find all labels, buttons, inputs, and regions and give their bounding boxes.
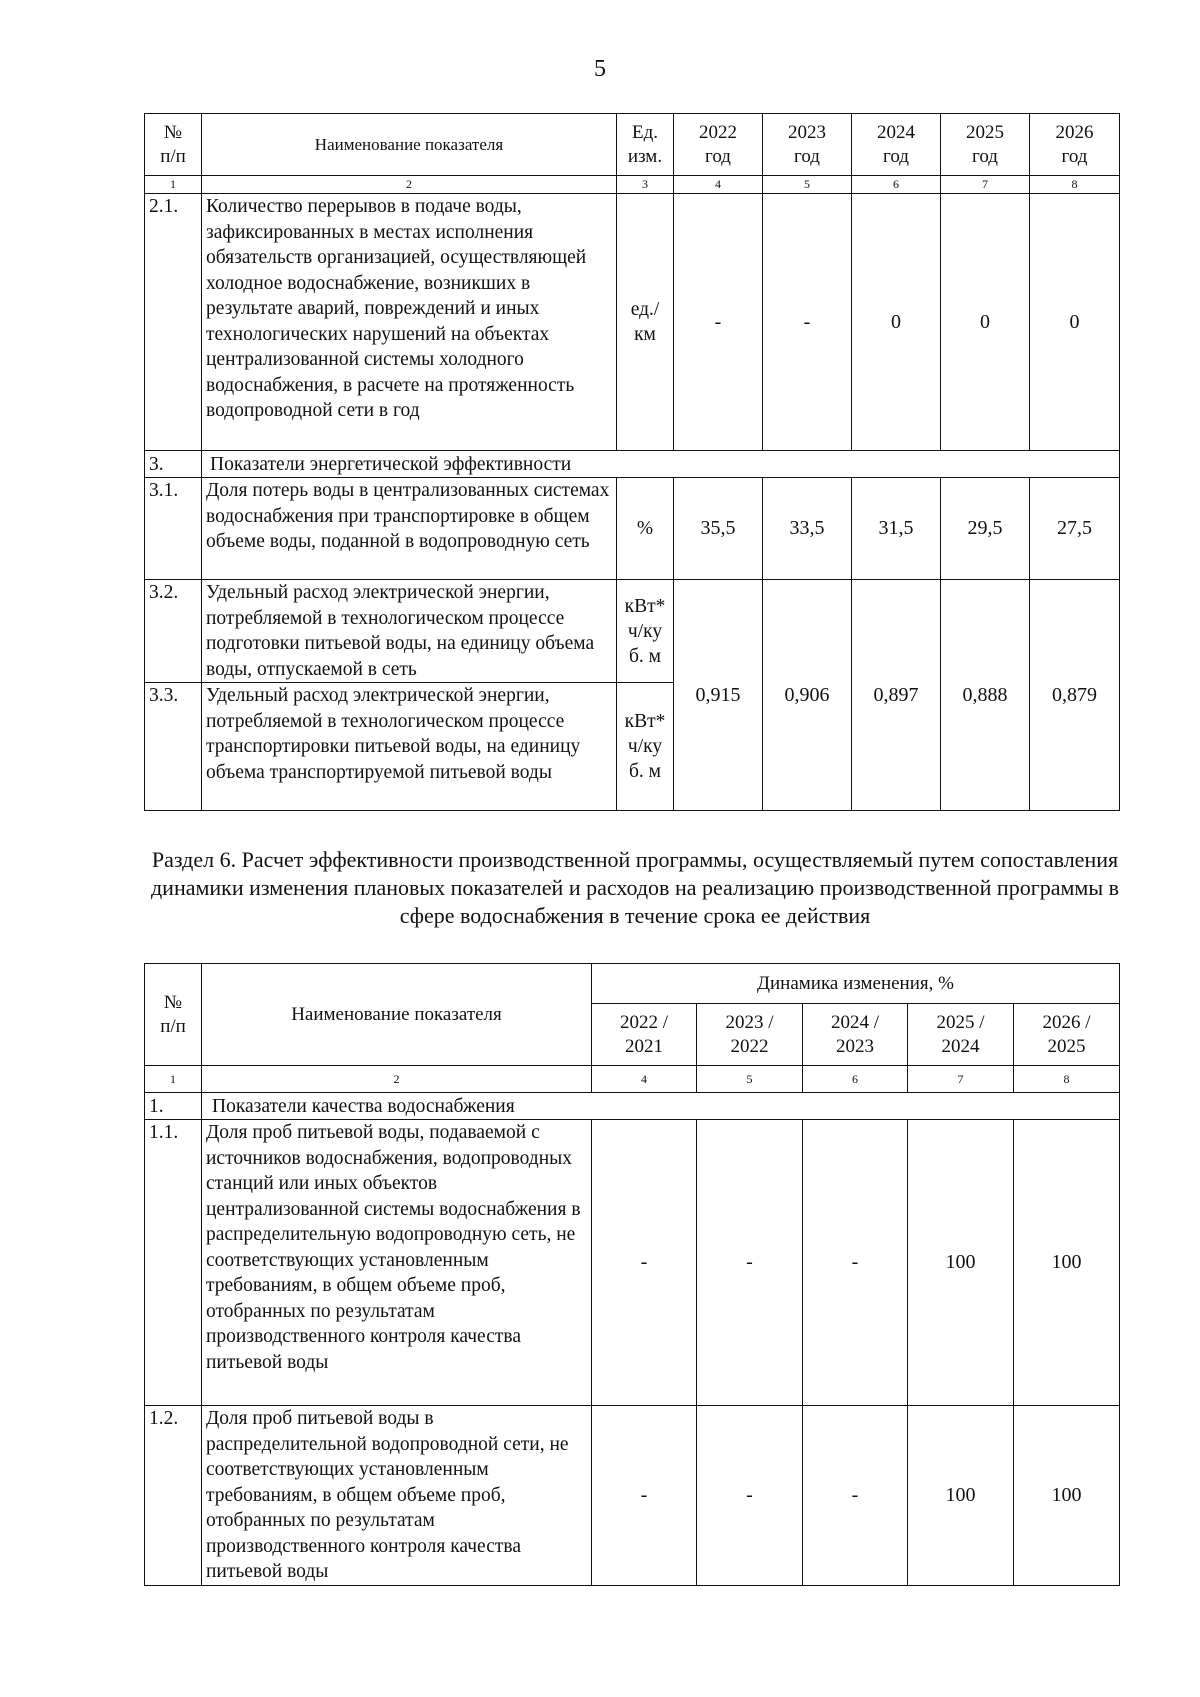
row-number: 1.1. xyxy=(145,1120,202,1406)
merged-value: 0,906 xyxy=(763,580,852,811)
header-period: 2022 / 2021 xyxy=(592,1004,697,1066)
row-value: - xyxy=(592,1406,697,1586)
row-value: 100 xyxy=(1014,1406,1120,1586)
row-number: 3.3. xyxy=(145,683,202,811)
row-value: - xyxy=(592,1120,697,1406)
header-period: 2026 / 2025 xyxy=(1014,1004,1120,1066)
row-value: 0 xyxy=(852,194,941,451)
section-title: Показатели качества водоснабжения xyxy=(202,1093,1120,1120)
header-num: № п/п xyxy=(145,964,202,1066)
index-cell: 4 xyxy=(674,176,763,194)
section-number: 3. xyxy=(145,451,202,478)
header-period: 2023 / 2022 xyxy=(697,1004,803,1066)
row-value: 0 xyxy=(1030,194,1120,451)
merged-value: 0,879 xyxy=(1030,580,1120,811)
header-year-2024: 2024 год xyxy=(852,114,941,176)
header-year-2025: 2025 год xyxy=(941,114,1030,176)
header-name: Наименование показателя xyxy=(202,964,592,1066)
table-header-row xyxy=(145,964,1120,1004)
row-value: 100 xyxy=(1014,1120,1120,1406)
header-dynamics: Динамика изменения, % xyxy=(592,964,1120,1004)
row-number: 1.2. xyxy=(145,1406,202,1586)
header-year-2022: 2022 год xyxy=(674,114,763,176)
index-cell: 8 xyxy=(1030,176,1120,194)
row-value: 100 xyxy=(908,1120,1014,1406)
row-number: 3.2. xyxy=(145,580,202,683)
header-period: 2025 / 2024 xyxy=(908,1004,1014,1066)
row-unit: кВт* ч/ку б. м xyxy=(617,580,674,683)
row-name: Доля проб питьевой воды, подаваемой с источников водоснабжения, водопроводных станций или иных объектов централизованной системы водоснабжения в распределительную водопроводную сеть, не соответствующих установленным требованиям, в общем объеме проб, отобранных по результатам производственного контроля качества питьевой воды xyxy=(202,1120,592,1406)
index-cell: 7 xyxy=(941,176,1030,194)
merged-value: 0,888 xyxy=(941,580,1030,811)
index-cell: 8 xyxy=(1014,1066,1120,1093)
header-year-2023: 2023 год xyxy=(763,114,852,176)
table-row xyxy=(145,478,1120,580)
header-num: № п/п xyxy=(145,114,202,176)
row-name: Удельный расход электрической энергии, потребляемой в технологическом процессе транспортировки питьевой воды, на единицу объема транспортируемой питьевой воды xyxy=(202,683,617,811)
row-value: 31,5 xyxy=(852,478,941,580)
page-number: 5 xyxy=(594,56,606,82)
row-value: 100 xyxy=(908,1406,1014,1586)
index-row xyxy=(145,1066,1120,1093)
row-value: - xyxy=(803,1120,908,1406)
index-cell: 3 xyxy=(617,176,674,194)
row-number: 3.1. xyxy=(145,478,202,580)
dynamics-table xyxy=(144,963,1120,1586)
row-value: - xyxy=(697,1406,803,1586)
index-cell: 5 xyxy=(763,176,852,194)
section-heading: Раздел 6. Расчет эффективности производственной программы, осуществляемый путем сопоставления динамики изменения плановых показателей и расходов на реализацию производственной программы в сфере водоснабжения в течение срока ее действия xyxy=(150,847,1119,928)
index-cell: 2 xyxy=(202,1066,592,1093)
section-number: 1. xyxy=(145,1093,202,1120)
row-value: 0 xyxy=(941,194,1030,451)
row-value: - xyxy=(803,1406,908,1586)
table-header-row xyxy=(145,114,1120,176)
row-unit: % xyxy=(617,478,674,580)
section-row xyxy=(145,1093,1120,1120)
indicators-table xyxy=(144,113,1120,811)
row-value: - xyxy=(697,1120,803,1406)
header-year-2026: 2026 год xyxy=(1030,114,1120,176)
row-unit: ед./ км xyxy=(617,194,674,451)
index-cell: 1 xyxy=(145,1066,202,1093)
header-name: Наименование показателя xyxy=(202,114,617,176)
row-name: Количество перерывов в подаче воды, зафиксированных в местах исполнения обязательств организацией, осуществляющей холодное водоснабжение, возникших в результате аварий, повреждений и иных технологических нарушений на объектах централизованной системы холодного водоснабжения, в расчете на протяженность водопроводной сети в год xyxy=(202,194,617,451)
index-cell: 4 xyxy=(592,1066,697,1093)
index-cell: 2 xyxy=(202,176,617,194)
index-cell: 1 xyxy=(145,176,202,194)
row-value: - xyxy=(763,194,852,451)
index-row xyxy=(145,176,1120,194)
table-row xyxy=(145,580,1120,683)
row-value: 27,5 xyxy=(1030,478,1120,580)
section-row xyxy=(145,451,1120,478)
index-cell: 6 xyxy=(852,176,941,194)
row-value: 29,5 xyxy=(941,478,1030,580)
merged-value: 0,897 xyxy=(852,580,941,811)
row-value: 33,5 xyxy=(763,478,852,580)
index-cell: 6 xyxy=(803,1066,908,1093)
index-cell: 5 xyxy=(697,1066,803,1093)
index-cell: 7 xyxy=(908,1066,1014,1093)
row-value: - xyxy=(674,194,763,451)
row-name: Удельный расход электрической энергии, потребляемой в технологическом процессе подготовки питьевой воды, на единицу объема воды, отпускаемой в сеть xyxy=(202,580,617,683)
table-row xyxy=(145,194,1120,451)
row-name: Доля потерь воды в централизованных системах водоснабжения при транспортировке в общем объеме воды, поданной в водопроводную сеть xyxy=(202,478,617,580)
merged-value: 0,915 xyxy=(674,580,763,811)
table-row xyxy=(145,1120,1120,1406)
row-number: 2.1. xyxy=(145,194,202,451)
row-unit: кВт* ч/ку б. м xyxy=(617,683,674,811)
row-value: 35,5 xyxy=(674,478,763,580)
header-unit: Ед. изм. xyxy=(617,114,674,176)
row-name: Доля проб питьевой воды в распределительной водопроводной сети, не соответствующих установленным требованиям, в общем объеме проб, отобранных по результатам производственного контроля качества питьевой воды xyxy=(202,1406,592,1586)
section-title: Показатели энергетической эффективности xyxy=(202,451,1120,478)
table-row xyxy=(145,1406,1120,1586)
header-period: 2024 / 2023 xyxy=(803,1004,908,1066)
